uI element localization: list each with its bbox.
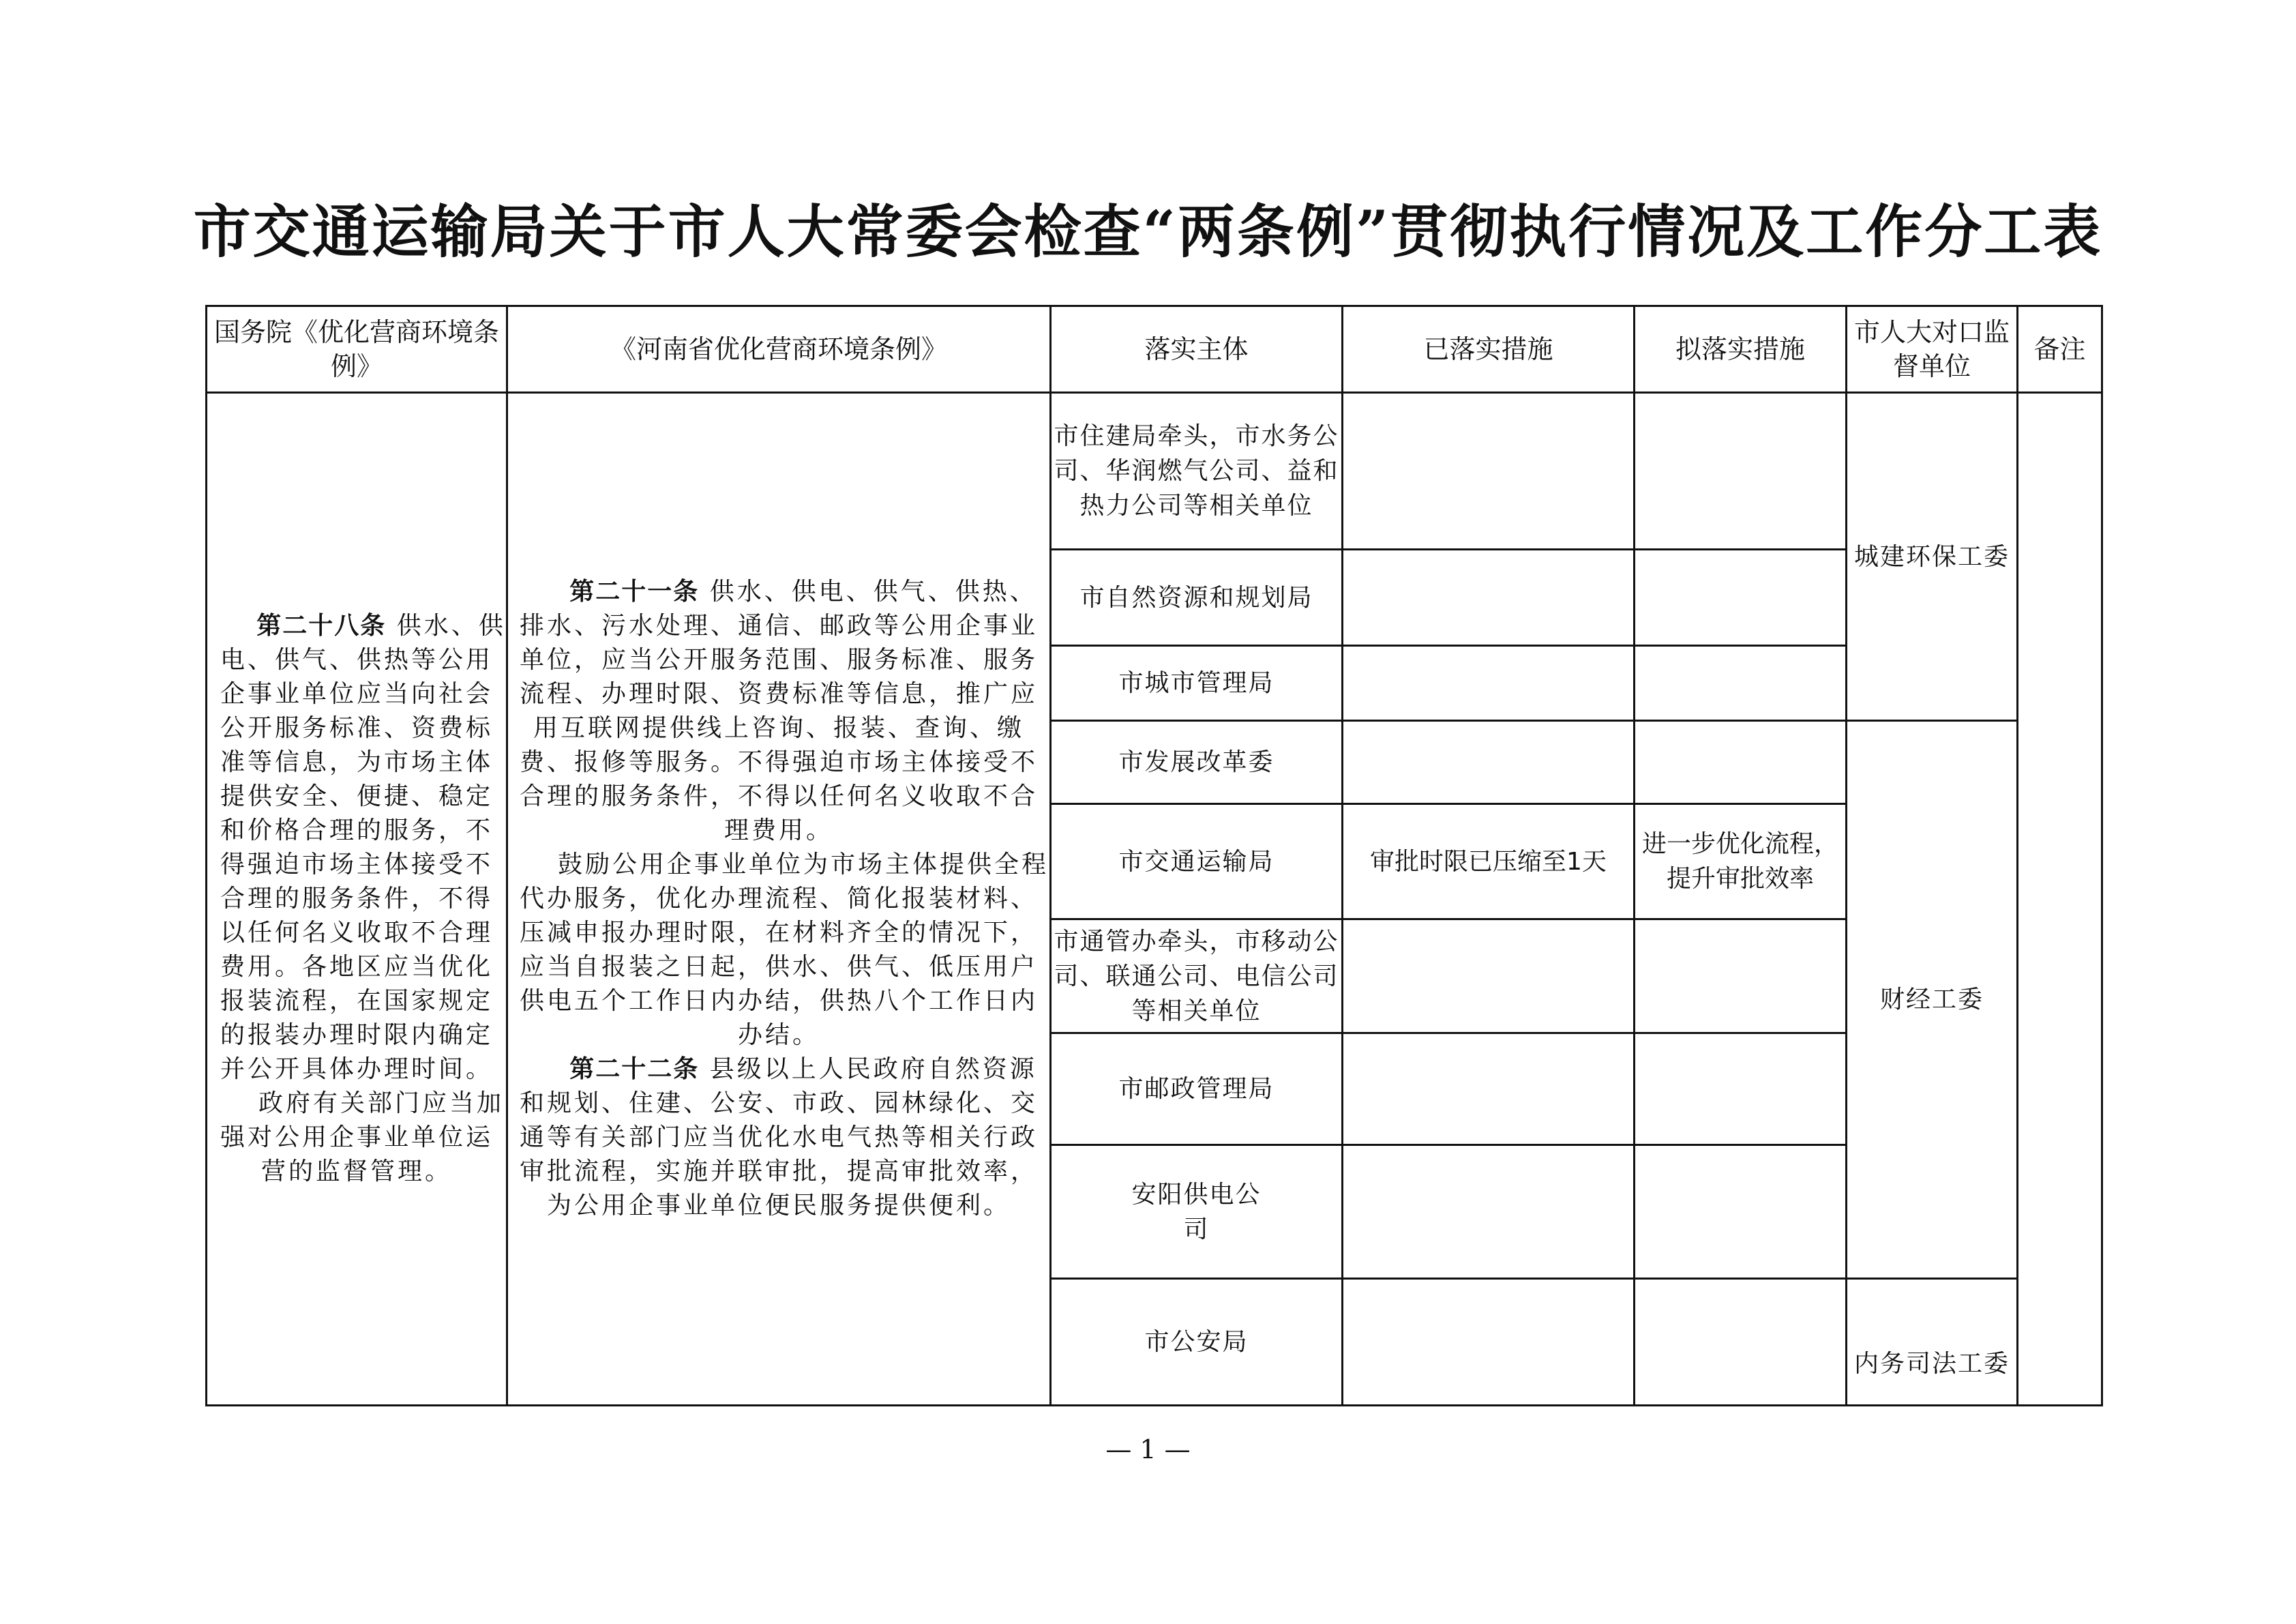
planned-measure	[1635, 646, 1847, 721]
header-implemented-measures: 已落实措施	[1343, 306, 1635, 393]
article-text: 供水、供电、供气、供热等公用企事业单位应当向社会公开服务标准、资费标准等信息，为市场主体提供安全、便捷、稳定和价格合理的服务，不得强迫市场主体接受不合理的服务条件，不得以任何名义收取不合理费用。各地区应当优化报装流程，在国家规定的报装办理时限内确定并公开具体办理时间。	[220, 612, 506, 1083]
table-row	[207, 393, 2102, 550]
planned-measure	[1635, 919, 1847, 1033]
article-label: 第二十二条	[569, 1055, 700, 1083]
state-regulation-article	[207, 393, 507, 1406]
page-title: 市交通运输局关于市人大常委会检查“两条例”贯彻执行情况及工作分工表	[193, 198, 2103, 265]
responsible-unit: 市发展改革委	[1051, 721, 1343, 804]
header-supervising-unit: 市人大对口监督单位	[1847, 306, 2018, 393]
responsible-unit: 市公安局	[1051, 1279, 1343, 1406]
division-of-work-table	[205, 305, 2103, 1406]
header-province-regulation: 《河南省优化营商环境条例》	[507, 306, 1051, 393]
header-remark: 备注	[2018, 306, 2102, 393]
responsible-unit: 市住建局牵头，市水务公司、华润燃气公司、益和热力公司等相关单位	[1051, 393, 1343, 550]
remark-cell	[2018, 393, 2102, 1406]
implemented-measure	[1343, 550, 1635, 646]
article-text: 县级以上人民政府自然资源和规划、住建、公安、市政、园林绿化、交通等有关部门应当优化水电气热等相关行政审批流程，实施并联审批，提高审批效率，为公用企事业单位便民服务提供便利。	[519, 1055, 1038, 1220]
article-label: 第二十八条	[256, 612, 387, 640]
responsible-unit: 市邮政管理局	[1051, 1033, 1343, 1145]
header-planned-measures: 拟落实措施	[1635, 306, 1847, 393]
planned-measure	[1635, 550, 1847, 646]
table-header-row	[207, 306, 2102, 393]
supervising-unit: 城建环保工委	[1847, 393, 2018, 721]
implemented-measure	[1343, 393, 1635, 550]
implemented-measure	[1343, 919, 1635, 1033]
article-text: 鼓励公用企事业单位为市场主体提供全程代办服务，优化办理流程、简化报装材料、压减申报办理时限，在材料齐全的情况下，应当自报装之日起，供水、供气、低压用户供电五个工作日内办结，供热八个工作日内办结。	[519, 851, 1049, 1049]
responsible-unit: 市城市管理局	[1051, 646, 1343, 721]
planned-measure	[1635, 1145, 1847, 1279]
responsible-unit: 市自然资源和规划局	[1051, 550, 1343, 646]
province-regulation-article	[507, 393, 1051, 1406]
implemented-measure	[1343, 1033, 1635, 1145]
planned-measure	[1635, 721, 1847, 804]
implemented-measure	[1343, 721, 1635, 804]
responsible-unit: 安阳供电公司	[1051, 1145, 1343, 1279]
responsible-unit: 市通管办牵头，市移动公司、联通公司、电信公司等相关单位	[1051, 919, 1343, 1033]
page-number: — 1 —	[1105, 1434, 1191, 1464]
planned-measure: 进一步优化流程，提升审批效率	[1635, 804, 1847, 919]
article-label: 第二十一条	[569, 578, 700, 606]
planned-measure	[1635, 1279, 1847, 1406]
article-text: 供水、供电、供气、供热、排水、污水处理、通信、邮政等公用企事业单位，应当公开服务范围、服务标准、服务流程、办理时限、资费标准等信息，推广应用互联网提供线上咨询、报装、查询、缴费、报修等服务。不得强迫市场主体接受不合理的服务条件，不得以任何名义收取不合理费用。	[519, 578, 1038, 844]
implemented-measure	[1343, 1279, 1635, 1406]
header-state-regulation: 国务院《优化营商环境条例》	[207, 306, 507, 393]
implemented-measure: 审批时限已压缩至1天	[1343, 804, 1635, 919]
supervising-unit: 财经工委	[1847, 721, 2018, 1279]
article-text: 政府有关部门应当加强对公用企事业单位运营的监督管理。	[220, 1089, 504, 1185]
planned-measure	[1635, 393, 1847, 550]
implemented-measure	[1343, 1145, 1635, 1279]
header-responsible-unit: 落实主体	[1051, 306, 1343, 393]
responsible-unit: 市交通运输局	[1051, 804, 1343, 919]
implemented-measure	[1343, 646, 1635, 721]
supervising-unit: 内务司法工委	[1847, 1279, 2018, 1406]
planned-measure	[1635, 1033, 1847, 1145]
